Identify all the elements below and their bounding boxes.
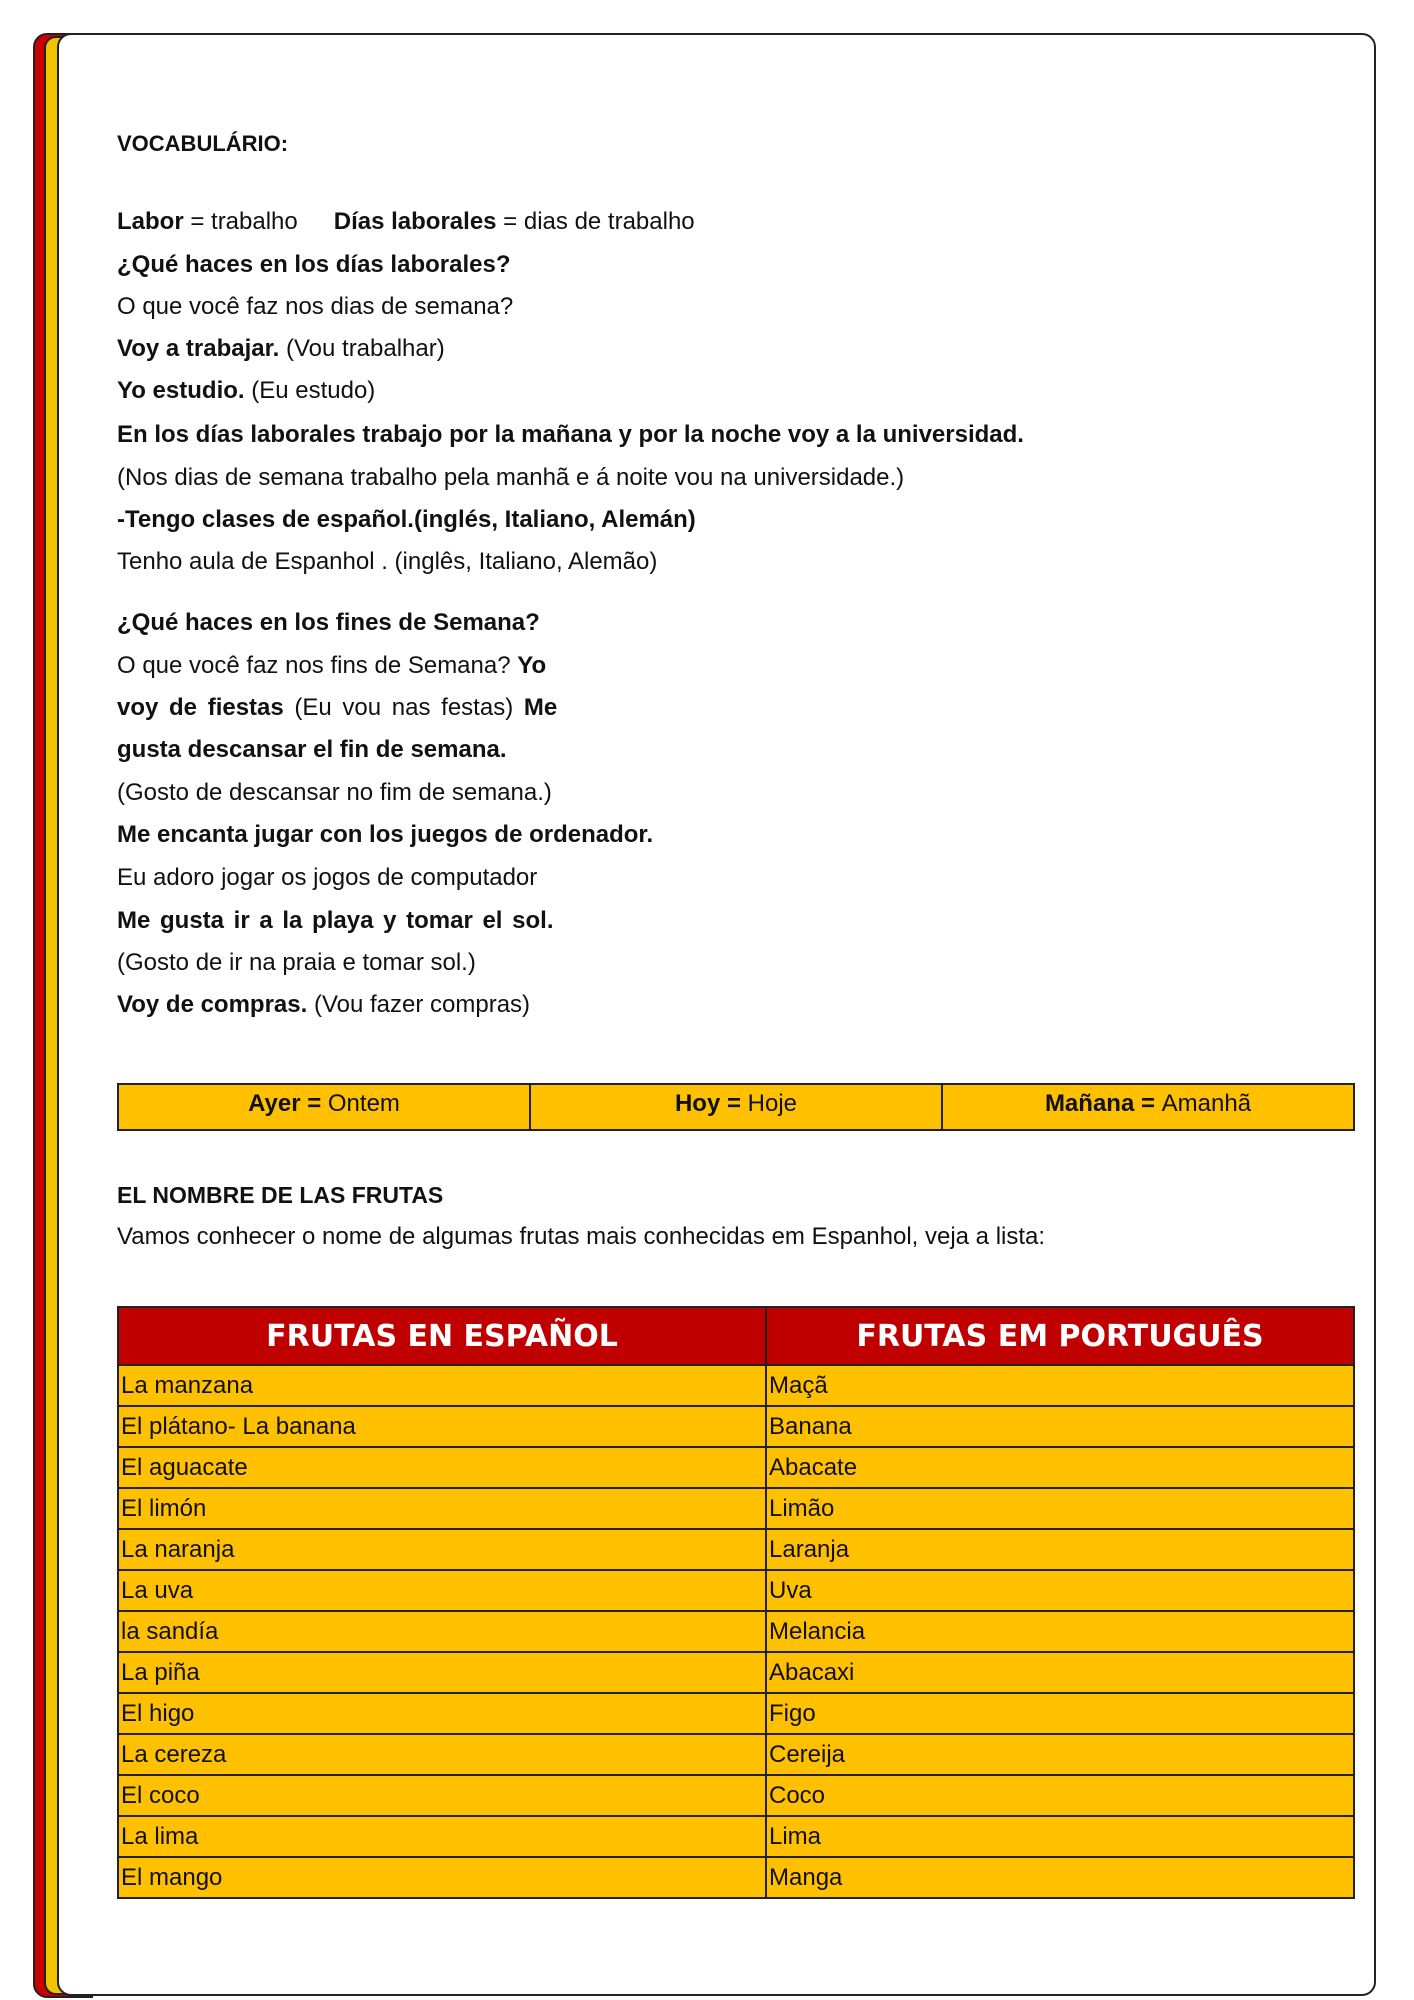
fruits-table-body — [118, 1365, 1354, 1898]
line-clases-pt: Tenho aula de Espanhol . (inglês, Italiano, Alemão) — [117, 548, 658, 575]
fruit-name-pt: Abacate — [766, 1447, 1354, 1488]
line-juegos-pt: Eu adoro jogar os jogos de computador — [117, 864, 538, 891]
table-row — [118, 1775, 1354, 1816]
line-clases: -Tengo clases de español.(inglés, Italiano, Alemán) — [117, 506, 696, 533]
table-row — [118, 1570, 1354, 1611]
days-table — [117, 1083, 1355, 1131]
line-descansar-pt: (Gosto de descansar no fim de semana.) — [117, 779, 552, 806]
fruit-name-pt: Cereija — [766, 1734, 1354, 1775]
vocab-line-labor: Labor = trabalho Días laborales = dias de trabalho — [117, 208, 695, 235]
table-row — [118, 1529, 1354, 1570]
fruit-name-es: La lima — [118, 1816, 766, 1857]
fruits-table — [117, 1306, 1355, 1899]
table-row — [118, 1857, 1354, 1898]
table-row — [118, 1693, 1354, 1734]
line-juegos: Me encanta jugar con los juegos de ordenador. — [117, 821, 654, 848]
fruit-name-pt: Laranja — [766, 1529, 1354, 1570]
fruit-name-es: El aguacate — [118, 1447, 766, 1488]
line-estudio: Yo estudio. (Eu estudo) — [117, 377, 376, 404]
day-cell-ayer: Ayer = Ontem — [118, 1084, 530, 1130]
fruit-name-es: La piña — [118, 1652, 766, 1693]
fruit-name-pt: Abacaxi — [766, 1652, 1354, 1693]
fruit-name-es: El higo — [118, 1693, 766, 1734]
fruit-name-es: El limón — [118, 1488, 766, 1529]
fruit-name-es: El coco — [118, 1775, 766, 1816]
fruit-name-es: La uva — [118, 1570, 766, 1611]
fruit-name-pt: Lima — [766, 1816, 1354, 1857]
fruit-name-es: El plátano- La banana — [118, 1406, 766, 1447]
question-fines-semana-pt: O que você faz nos fins de Semana? Yo — [117, 652, 547, 679]
column-header-portugues: FRUTAS EM PORTUGUÊS — [766, 1307, 1354, 1365]
fruit-name-pt: Uva — [766, 1570, 1354, 1611]
fruits-heading: EL NOMBRE DE LAS FRUTAS — [117, 1182, 444, 1208]
line-compras: Voy de compras. (Vou fazer compras) — [117, 991, 531, 1018]
fruit-name-pt: Coco — [766, 1775, 1354, 1816]
day-cell-manana: Mañana = Amanhã — [942, 1084, 1354, 1130]
line-descansar: gusta descansar el fin de semana. — [117, 736, 507, 763]
fruit-name-es: La naranja — [118, 1529, 766, 1570]
table-row — [118, 1734, 1354, 1775]
table-row — [118, 1611, 1354, 1652]
table-row — [118, 1816, 1354, 1857]
table-row — [118, 1365, 1354, 1406]
line-dias-laborales: En los días laborales trabajo por la mañana y por la noche voy a la universidad. — [117, 421, 1024, 448]
vocabulary-heading: VOCABULÁRIO: — [117, 131, 289, 156]
table-row — [118, 1488, 1354, 1529]
question-dias-laborales-pt: O que você faz nos dias de semana? — [117, 293, 514, 320]
fruits-table-header — [118, 1307, 1354, 1365]
table-row — [118, 1406, 1354, 1447]
line-dias-laborales-pt: (Nos dias de semana trabalho pela manhã e á noite vou na universidade.) — [117, 464, 905, 491]
fruit-name-pt: Melancia — [766, 1611, 1354, 1652]
fruits-intro: Vamos conhecer o nome de algumas frutas mais conhecidas em Espanhol, veja a lista: — [117, 1223, 1046, 1250]
question-dias-laborales: ¿Qué haces en los días laborales? — [117, 251, 511, 278]
day-cell-hoy: Hoy = Hoje — [530, 1084, 942, 1130]
fruit-name-es: El mango — [118, 1857, 766, 1898]
line-fiestas: voy de fiestas (Eu vou nas festas) Me — [117, 694, 558, 721]
days-row — [118, 1084, 1354, 1130]
line-playa: Me gusta ir a la playa y tomar el sol. — [117, 907, 554, 934]
question-fines-semana: ¿Qué haces en los fines de Semana? — [117, 609, 540, 636]
column-header-espanol: FRUTAS EN ESPAÑOL — [118, 1307, 766, 1365]
fruit-name-es: La cereza — [118, 1734, 766, 1775]
fruit-name-pt: Limão — [766, 1488, 1354, 1529]
fruit-name-pt: Banana — [766, 1406, 1354, 1447]
fruit-name-pt: Maçã — [766, 1365, 1354, 1406]
fruit-name-es: La manzana — [118, 1365, 766, 1406]
line-playa-pt: (Gosto de ir na praia e tomar sol.) — [117, 949, 476, 976]
fruit-name-pt: Manga — [766, 1857, 1354, 1898]
table-row — [118, 1652, 1354, 1693]
table-row — [118, 1447, 1354, 1488]
fruit-name-es: la sandía — [118, 1611, 766, 1652]
line-trabajar: Voy a trabajar. (Vou trabalhar) — [117, 335, 445, 362]
fruit-name-pt: Figo — [766, 1693, 1354, 1734]
